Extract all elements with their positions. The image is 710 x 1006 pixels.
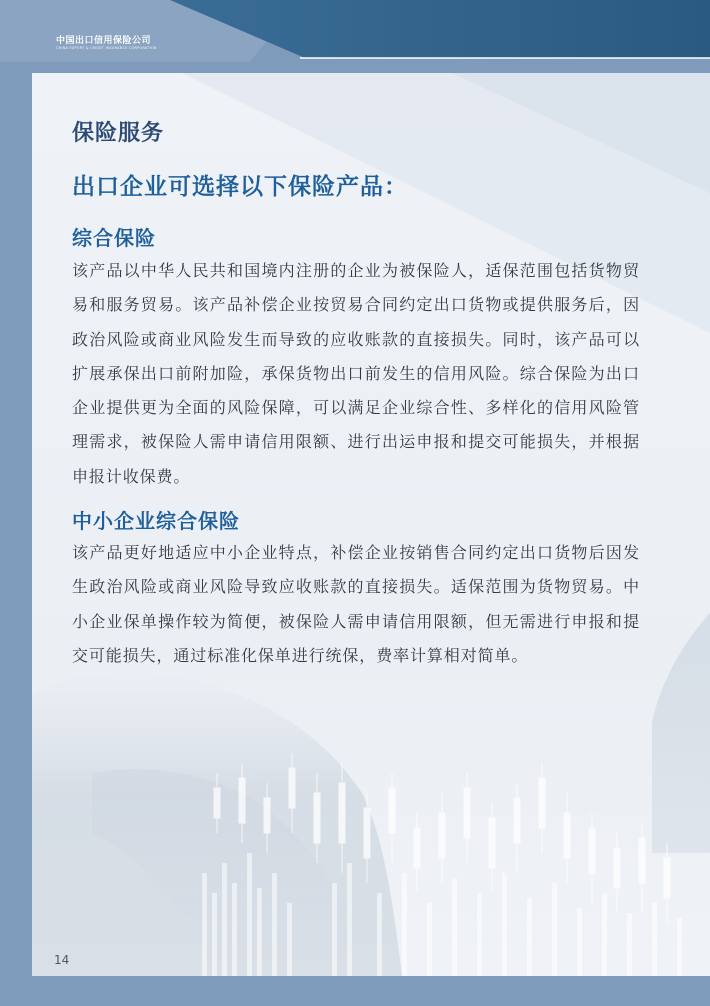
product-body-sme: 该产品更好地适应中小企业特点，补偿企业按销售合同约定出口货物后因发生政治风险或商业风险导致应收账款的直接损失。适保范围为货物贸易。中小企业保单操作较为简便，被保险人需申请信用限额，但无需进行申报和提交可能损失，通过标准化保单进行统保，费率计算相对简单。	[72, 543, 640, 665]
company-logo	[56, 36, 157, 51]
logo-english-name: CHINA EXPORT & CREDIT INSURANCE CORPORATION	[56, 46, 157, 50]
header-band	[0, 0, 710, 62]
lead-heading: 出口企业可选择以下保险产品：	[72, 174, 408, 200]
section-title: 保险服务	[72, 121, 165, 146]
logo-chinese-name: 中国出口信用保险公司	[56, 36, 152, 46]
product-title-comprehensive: 综合保险	[72, 226, 156, 250]
product-title-sme: 中小企业综合保险	[72, 509, 240, 533]
page-number: 14	[54, 953, 70, 967]
product-body-comprehensive: 该产品以中华人民共和国境内注册的企业为被保险人，适保范围包括货物贸易和服务贸易。该产品补偿企业按贸易合同约定出口货物或提供服务后，因政治风险或商业风险发生而导致的应收账款的直接损失。同时，该产品可以扩展承保出口前附加险，承保货物出口前发生的信用风险。综合保险为出口企业提供更为全面的风险保障，可以满足企业综合性、多样化的信用风险管理需求，被保险人需申请信用限额、进行出运申报和提交可能损失，并根据申报计收保费。	[72, 261, 640, 486]
header-band-graphic	[0, 0, 710, 62]
